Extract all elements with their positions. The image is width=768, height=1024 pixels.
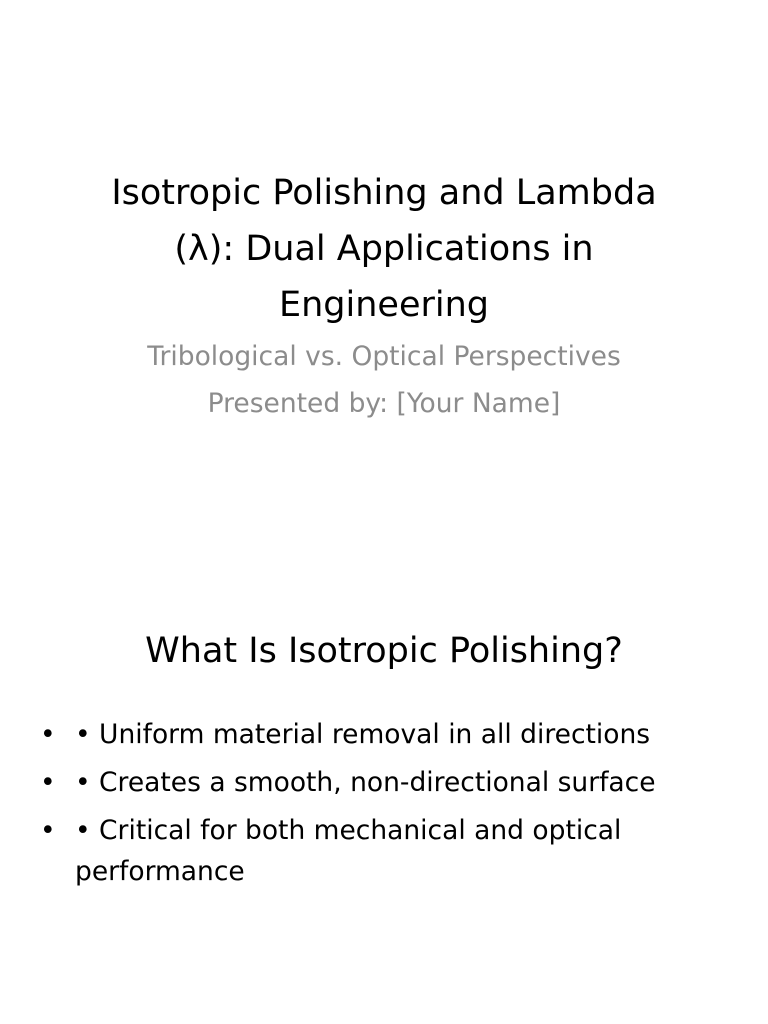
slide-1-title <box>48 165 720 333</box>
bullet-marker: • <box>40 767 56 798</box>
title-line: (λ): Dual Applications in <box>174 229 594 269</box>
title-line: Engineering <box>279 285 489 325</box>
bullet-text: • Creates a smooth, non-directional surface <box>75 767 656 798</box>
subtitle-line: Presented by: [Your Name] <box>207 388 561 419</box>
bullet-marker: • <box>40 815 56 846</box>
slide-2-title: What Is Isotropic Polishing? <box>145 631 623 671</box>
bullet-text: • Critical for both mechanical and optical performance <box>75 815 622 887</box>
bullet-text: • Uniform material removal in all directions <box>75 719 651 750</box>
bullet-list <box>38 714 718 899</box>
title-line: Isotropic Polishing and Lambda <box>111 173 657 213</box>
subtitle-line: Tribological vs. Optical Perspectives <box>147 341 621 372</box>
bullet-marker: • <box>40 719 56 750</box>
list-item <box>38 810 718 892</box>
list-item <box>38 714 718 755</box>
slide-1-subtitle <box>48 333 720 427</box>
slide-content <box>0 576 768 1024</box>
list-item <box>38 762 718 803</box>
